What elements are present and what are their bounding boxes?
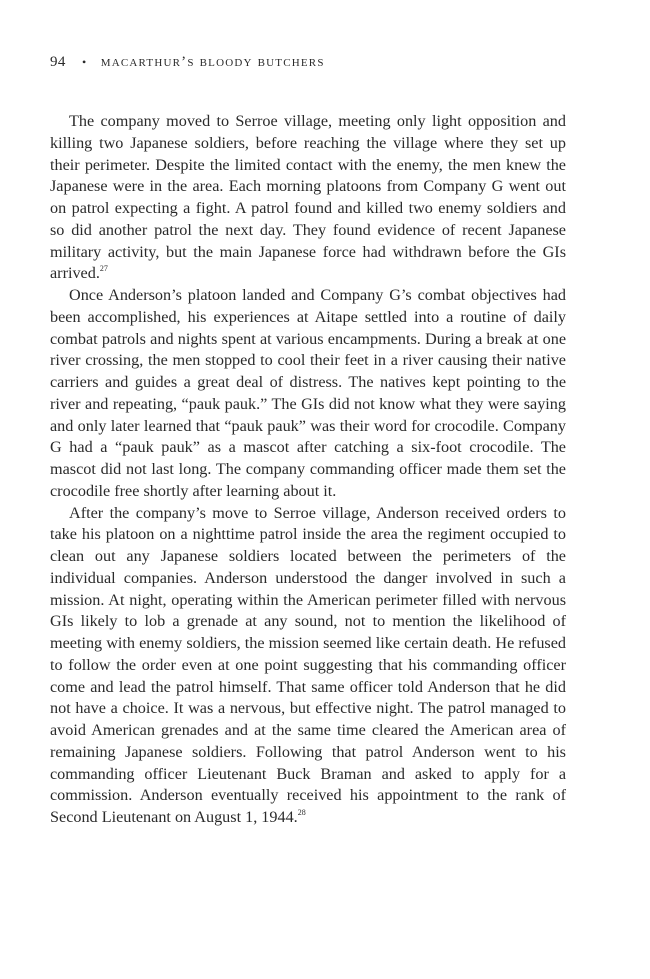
page-number: 94: [50, 54, 66, 70]
footnote-marker: 28: [297, 808, 306, 817]
book-title: macarthur’s bloody butchers: [100, 54, 325, 70]
body-text: [50, 111, 566, 829]
paragraph: [50, 111, 566, 285]
paragraph-text: After the company’s move to Serroe village, Anderson received orders to take his platoon on a nighttime patrol inside the area the regiment occupied to clean out any Japanese soldiers located between the perimeters of the individual companies. Anderson understood the danger involved in such a mission. At night, operating within the American perimeter filled with nervous GIs likely to lob a grenade at any sound, not to mention the likelihood of meeting with enemy soldiers, the mission seemed like certain death. He refused to follow the order even at one point suggesting that his commanding officer come and lead the patrol himself. That same officer told Anderson that he did not have a choice. It was a nervous, but effective night. The patrol managed to avoid American grenades and at the same time cleared the American area of remaining Japanese soldiers. Following that patrol Anderson went to his commanding officer Lieutenant Buck Braman and asked to apply for a commission. Anderson eventually received his appointment to the rank of Second Lieutenant on August 1, 1944.: [50, 503, 566, 826]
paragraph: [50, 503, 566, 829]
bullet-separator-icon: •: [81, 55, 87, 69]
running-head: [50, 54, 325, 71]
paragraph-text: The company moved to Serroe village, meeting only light opposition and killing two Japanese soldiers, before reaching the village where they set up their perimeter. Despite the limited contact with the enemy, the men knew the Japanese were in the area. Each morning platoons from Company G went out on patrol expecting a fight. A patrol found and killed two enemy soldiers and so did another patrol the next day. They found evidence of recent Japanese military activity, but the main Japanese force had withdrawn before the GIs arrived.: [50, 112, 566, 283]
footnote-marker: 27: [99, 264, 108, 274]
paragraph: [50, 285, 566, 503]
paragraph-text: Once Anderson’s platoon landed and Company G’s combat objectives had been accomplished, his experiences at Aitape settled into a routine of daily combat patrols and nights spent at various encampments. During a break at one river crossing, the men stopped to cool their feet in a river causing their native carriers and guides a great deal of distress. The natives kept pointing to the river and repeating, “pauk pauk.” The GIs did not know what they were saying and only later learned that “pauk pauk” was their word for crocodile. Company G had a “pauk pauk” as a mascot after catching a six-foot crocodile. The mascot did not last long. The company commanding officer made them set the crocodile free shortly after learning about it.: [50, 286, 566, 500]
